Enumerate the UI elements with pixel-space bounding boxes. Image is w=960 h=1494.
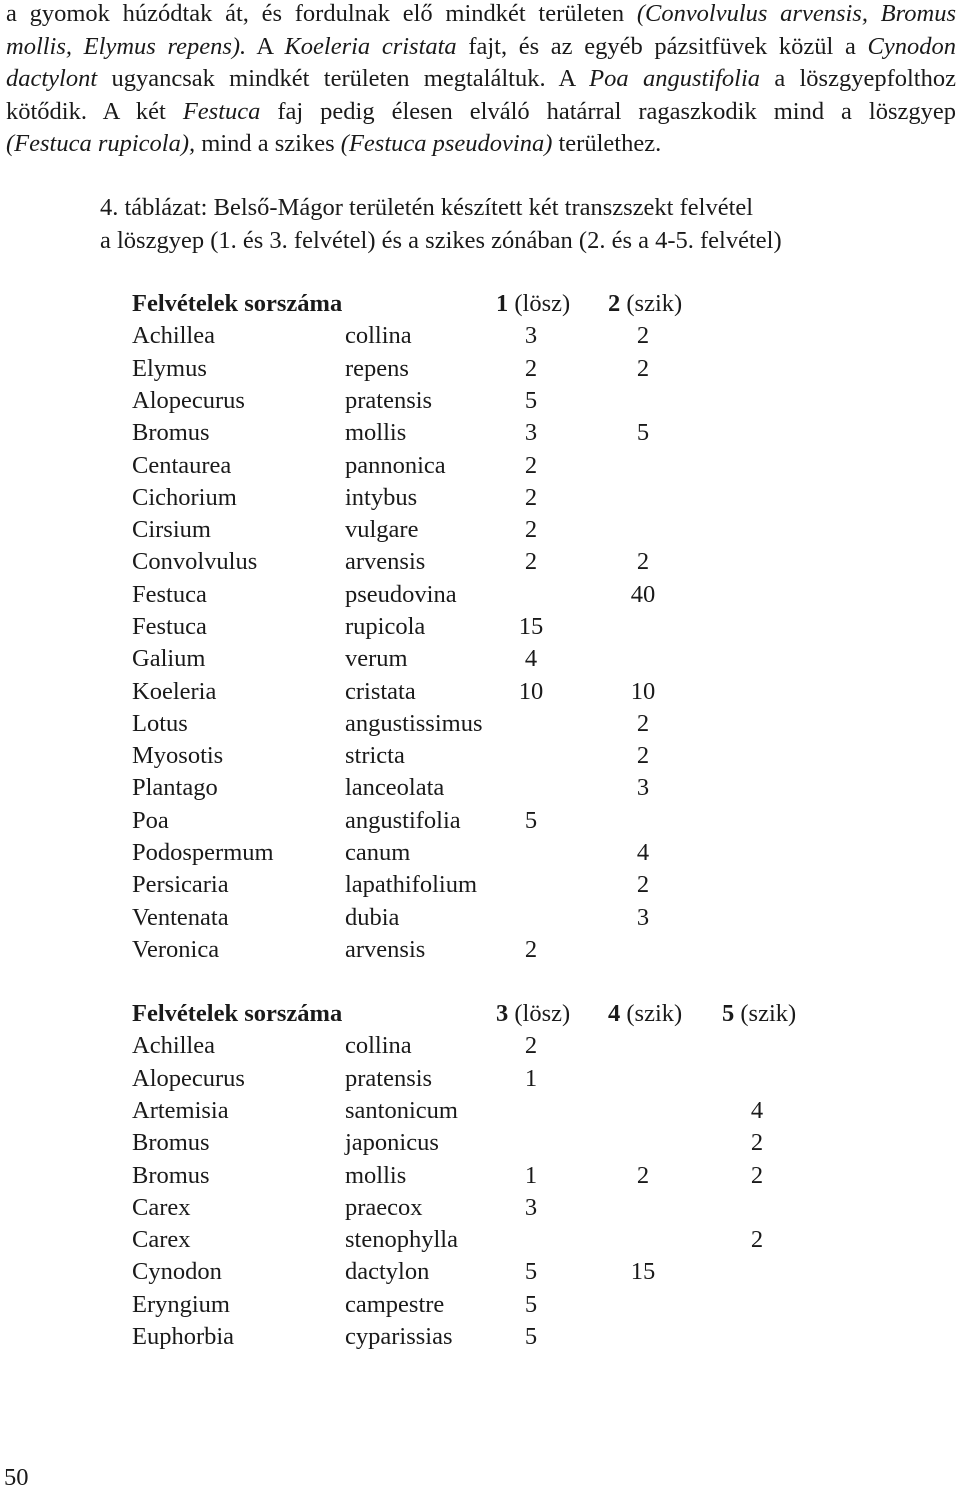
caption-line: a löszgyep (1. és 3. felvétel) és a szikes zónában (2. és a 4-5. felvétel) — [100, 226, 782, 254]
table-row — [0, 546, 960, 578]
table-row — [0, 1321, 960, 1353]
cover-value-cell: 2 — [636, 742, 650, 769]
cover-value-cell: 5 — [636, 419, 650, 446]
cover-value-cell: 2 — [636, 871, 650, 898]
genus-cell: Lotus — [132, 710, 188, 737]
species-cell: praecox — [345, 1194, 423, 1221]
cover-value-cell: 2 — [636, 710, 650, 737]
cover-value-cell: 5 — [524, 387, 538, 414]
paragraph-italic: Cynodon — [867, 32, 956, 60]
table-row — [0, 1095, 960, 1127]
species-cell: stricta — [345, 742, 405, 769]
table-row — [0, 902, 960, 934]
table-row — [0, 772, 960, 804]
species-cell: angustifolia — [345, 807, 461, 834]
cover-value-cell: 5 — [524, 1258, 538, 1285]
table-row — [0, 1256, 960, 1288]
table-row — [0, 385, 960, 417]
header-col-2: 2 (szik) — [608, 290, 683, 317]
species-cell: repens — [345, 355, 409, 382]
species-cell: pseudovina — [345, 581, 457, 608]
genus-cell: Poa — [132, 807, 169, 834]
paragraph-text: ugyancsak mindkét területen megtaláltuk. A — [97, 65, 590, 92]
cover-value-cell: 15 — [518, 613, 544, 640]
species-cell: cyparissias — [345, 1323, 453, 1350]
cover-value-cell: 2 — [524, 1032, 538, 1059]
paragraph-text: területhez. — [552, 130, 662, 157]
species-cell: vulgare — [345, 516, 419, 543]
genus-cell: Carex — [132, 1194, 191, 1221]
species-cell: arvensis — [345, 936, 426, 963]
species-cell: japonicus — [345, 1129, 439, 1156]
table-row — [0, 837, 960, 869]
genus-cell: Myosotis — [132, 742, 224, 769]
cover-value-cell: 5 — [524, 1291, 538, 1318]
genus-cell: Festuca — [132, 613, 207, 640]
table-header-row — [0, 998, 960, 1030]
cover-value-cell: 2 — [524, 936, 538, 963]
table-row — [0, 1127, 960, 1159]
species-cell: stenophylla — [345, 1226, 458, 1253]
genus-cell: Eryngium — [132, 1291, 230, 1318]
paragraph-italic: dactylont — [6, 65, 98, 92]
species-cell: campestre — [345, 1291, 445, 1318]
paragraph-italic: mollis, Elymus repens). — [6, 32, 247, 60]
table-row — [0, 1063, 960, 1095]
table-row — [0, 740, 960, 772]
paragraph-line — [6, 0, 956, 31]
table-row — [0, 1030, 960, 1062]
page-number: 50 — [4, 1464, 29, 1491]
genus-cell: Cirsium — [132, 516, 211, 543]
table-row — [0, 353, 960, 385]
genus-cell: Euphorbia — [132, 1323, 235, 1350]
table-row — [0, 1160, 960, 1192]
cover-value-cell: 3 — [524, 419, 538, 446]
species-cell: canum — [345, 839, 411, 866]
paragraph-italic: (Festuca pseudovina) — [340, 130, 553, 157]
paragraph-text: faj pedig élesen elváló határral ragaszkodik mind a löszgyep — [260, 97, 956, 125]
table-header-row — [0, 288, 960, 320]
paragraph-text: a löszgyepfolthoz — [760, 65, 956, 92]
genus-cell: Festuca — [132, 581, 207, 608]
species-cell: collina — [345, 1032, 412, 1059]
species-cell: arvensis — [345, 548, 426, 575]
species-cell: dubia — [345, 904, 400, 931]
cover-value-cell: 2 — [524, 516, 538, 543]
genus-cell: Bromus — [132, 1129, 210, 1156]
header-label: Felvételek sorszáma — [132, 1000, 343, 1027]
table-row — [0, 1192, 960, 1224]
table-row — [0, 934, 960, 966]
species-cell: pannonica — [345, 452, 446, 479]
cover-value-cell: 1 — [524, 1162, 538, 1189]
paragraph-text: A — [246, 32, 285, 60]
genus-cell: Carex — [132, 1226, 191, 1253]
cover-value-cell: 5 — [524, 1323, 538, 1350]
genus-cell: Alopecurus — [132, 1065, 245, 1092]
caption-line: 4. táblázat: Belső-Mágor területén készített két transzszekt felvétel — [100, 194, 754, 221]
cover-value-cell: 2 — [636, 1162, 650, 1189]
table-caption — [100, 192, 782, 257]
cover-value-cell: 2 — [750, 1129, 764, 1156]
header-col-4: 4 (szik) — [608, 1000, 683, 1027]
table-row — [0, 805, 960, 837]
species-cell: dactylon — [345, 1258, 430, 1285]
paragraph-line — [6, 128, 956, 161]
species-cell: lanceolata — [345, 774, 445, 801]
cover-value-cell: 2 — [636, 322, 650, 349]
paragraph-italic: (Festuca rupicola), — [6, 130, 196, 157]
paragraph-text: a gyomok húzódtak át, és fordulnak elő mindkét területen — [6, 0, 637, 27]
species-cell: cristata — [345, 678, 416, 705]
species-cell: angustissimus — [345, 710, 483, 737]
genus-cell: Galium — [132, 645, 206, 672]
cover-value-cell: 15 — [630, 1258, 656, 1285]
species-cell: lapathifolium — [345, 871, 477, 898]
table-row — [0, 869, 960, 901]
cover-value-cell: 10 — [518, 678, 544, 705]
genus-cell: Elymus — [132, 355, 207, 382]
genus-cell: Persicaria — [132, 871, 229, 898]
species-cell: mollis — [345, 1162, 407, 1189]
table-row — [0, 708, 960, 740]
species-cell: collina — [345, 322, 412, 349]
header-col-3: 3 (lösz) — [496, 1000, 571, 1027]
cover-value-cell: 4 — [750, 1097, 764, 1124]
table-row — [0, 482, 960, 514]
header-label: Felvételek sorszáma — [132, 290, 343, 317]
species-cell: mollis — [345, 419, 407, 446]
table-row — [0, 450, 960, 482]
paragraph-italic: Poa angustifolia — [589, 65, 761, 92]
cover-value-cell: 3 — [524, 1194, 538, 1221]
species-cell: rupicola — [345, 613, 426, 640]
genus-cell: Veronica — [132, 936, 220, 963]
cover-value-cell: 3 — [636, 904, 650, 931]
genus-cell: Cichorium — [132, 484, 237, 511]
genus-cell: Centaurea — [132, 452, 232, 479]
genus-cell: Alopecurus — [132, 387, 245, 414]
species-cell: pratensis — [345, 387, 433, 414]
genus-cell: Convolvulus — [132, 548, 258, 575]
genus-cell: Ventenata — [132, 904, 229, 931]
cover-value-cell: 2 — [750, 1226, 764, 1253]
cover-value-cell: 2 — [750, 1162, 764, 1189]
paragraph-line — [6, 96, 956, 129]
paragraph-text: mind a szikes — [195, 130, 341, 157]
genus-cell: Artemisia — [132, 1097, 229, 1124]
table-row — [0, 1224, 960, 1256]
genus-cell: Achillea — [132, 322, 215, 349]
table-row — [0, 611, 960, 643]
cover-value-cell: 5 — [524, 807, 538, 834]
cover-value-cell: 3 — [636, 774, 650, 801]
table-row — [0, 676, 960, 708]
table-row — [0, 1289, 960, 1321]
species-cell: pratensis — [345, 1065, 433, 1092]
cover-value-cell: 1 — [524, 1065, 538, 1092]
cover-value-cell: 4 — [636, 839, 650, 866]
body-paragraph — [6, 0, 956, 161]
genus-cell: Podospermum — [132, 839, 274, 866]
genus-cell: Achillea — [132, 1032, 215, 1059]
cover-value-cell: 10 — [630, 678, 656, 705]
cover-value-cell: 2 — [636, 548, 650, 575]
table-row — [0, 320, 960, 352]
header-col-1: 1 (lösz) — [496, 290, 571, 317]
cover-value-cell: 40 — [630, 581, 656, 608]
header-col-5: 5 (szik) — [722, 1000, 797, 1027]
genus-cell: Cynodon — [132, 1258, 222, 1285]
paragraph-text: kötődik. A két — [6, 97, 183, 125]
cover-value-cell: 2 — [524, 452, 538, 479]
species-cell: santonicum — [345, 1097, 458, 1124]
species-cell: verum — [345, 645, 408, 672]
genus-cell: Koeleria — [132, 678, 217, 705]
paragraph-text: fajt, és az egyéb pázsitfüvek közül a — [456, 32, 868, 60]
paragraph-italic: (Convolvulus arvensis, Bromus — [636, 0, 956, 27]
paragraph-line — [6, 63, 956, 96]
cover-value-cell: 2 — [524, 548, 538, 575]
cover-value-cell: 3 — [524, 322, 538, 349]
genus-cell: Bromus — [132, 419, 210, 446]
cover-value-cell: 4 — [524, 645, 538, 672]
genus-cell: Bromus — [132, 1162, 210, 1189]
paragraph-italic: Festuca — [182, 97, 261, 125]
table-row — [0, 417, 960, 449]
cover-value-cell: 2 — [636, 355, 650, 382]
species-cell: intybus — [345, 484, 418, 511]
cover-value-cell: 2 — [524, 484, 538, 511]
cover-value-cell: 2 — [524, 355, 538, 382]
table-row — [0, 514, 960, 546]
genus-cell: Plantago — [132, 774, 218, 801]
table-row — [0, 643, 960, 675]
paragraph-italic: Koeleria cristata — [284, 32, 457, 60]
paragraph-line — [6, 31, 956, 64]
table-row — [0, 579, 960, 611]
